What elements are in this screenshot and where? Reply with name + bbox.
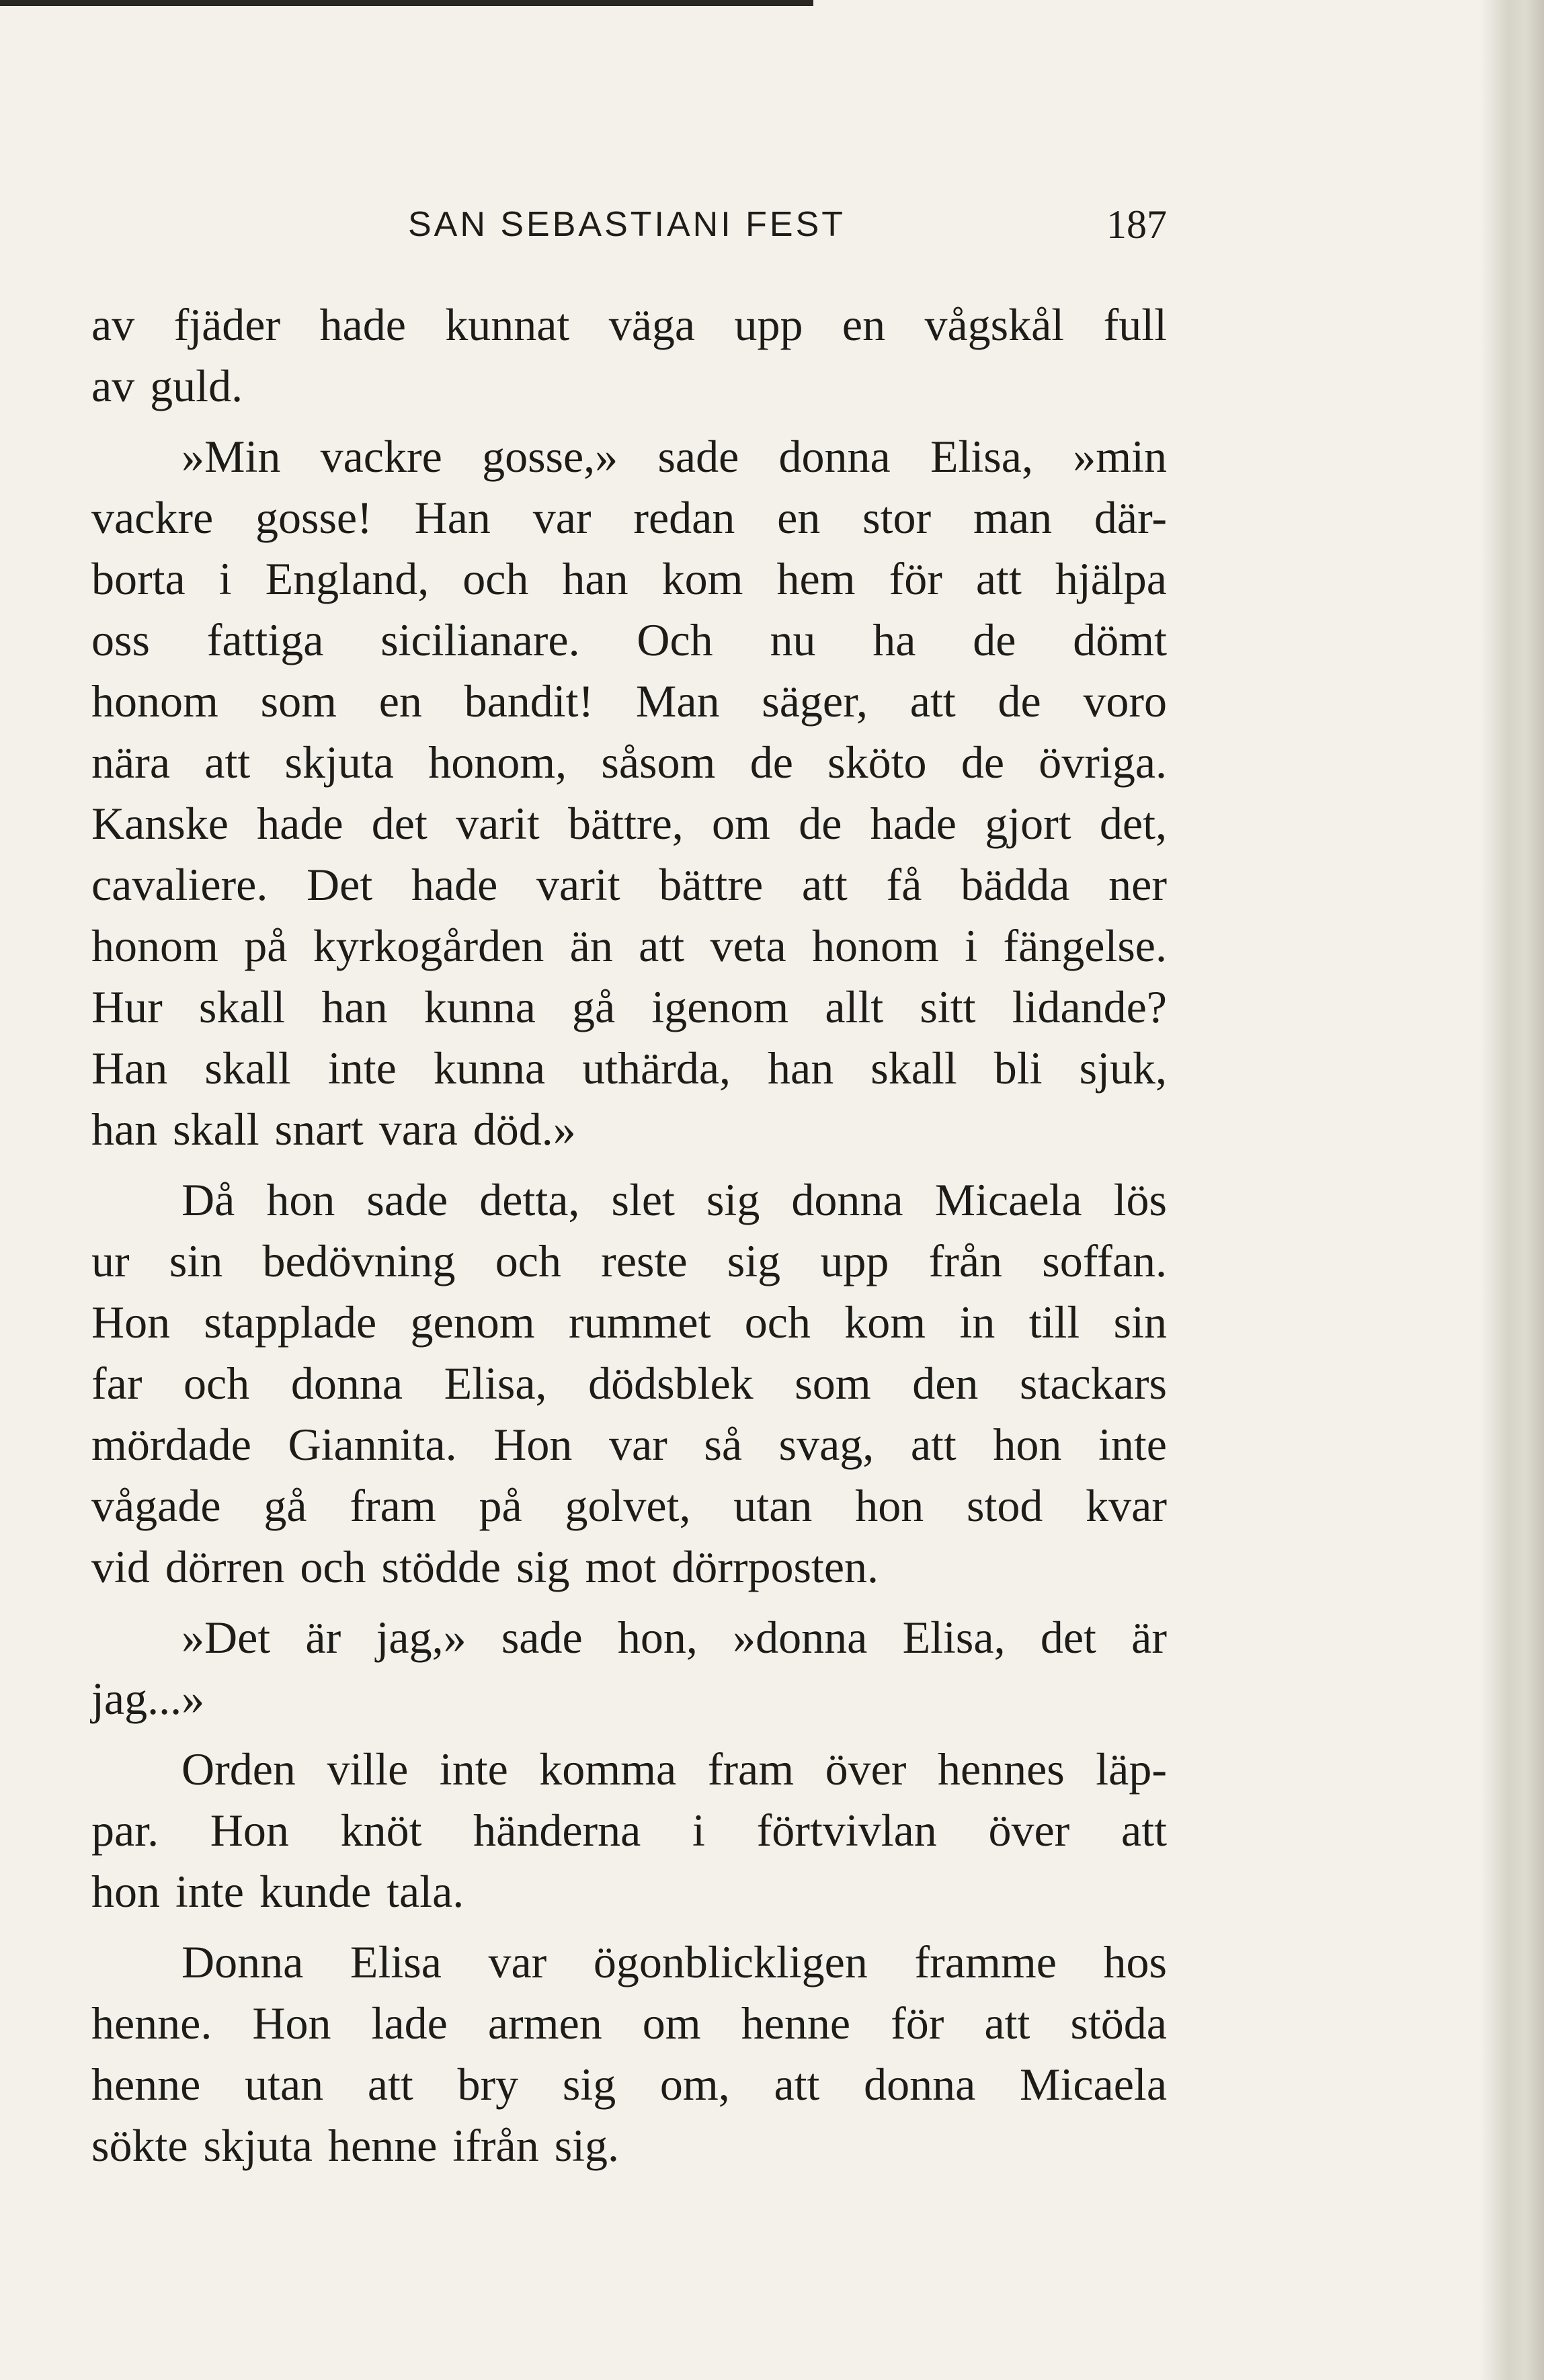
text-line: »Min vackre gosse,» sade donna Elisa, »min	[181, 431, 1167, 482]
page-edge-shadow	[1480, 0, 1544, 2380]
text-line: henne. Hon lade armen om henne för att stöda	[91, 1998, 1167, 2049]
text-line: jag...»	[91, 1673, 205, 1724]
paragraph	[91, 1170, 1167, 1598]
text-line: honom som en bandit! Man säger, att de voro	[91, 675, 1167, 727]
text-line: Hon stapplade genom rummet och kom in till sin	[91, 1297, 1167, 1348]
text-line: vackre gosse! Han var redan en stor man där-	[91, 492, 1167, 543]
text-line: Hur skall han kunna gå igenom allt sitt lidande?	[91, 981, 1167, 1032]
text-line: par. Hon knöt händerna i förtvivlan över att	[91, 1805, 1167, 1856]
paragraph	[91, 1739, 1167, 1922]
text-line: borta i England, och han kom hem för att hjälpa	[91, 553, 1167, 604]
text-line: ur sin bedövning och reste sig upp från soffan.	[91, 1235, 1167, 1286]
text-line: honom på kyrkogården än att veta honom i fängelse.	[91, 920, 1167, 971]
text-line: Då hon sade detta, slet sig donna Micaela lös	[181, 1174, 1167, 1225]
text-line: cavaliere. Det hade varit bättre att få bädda ner	[91, 859, 1167, 910]
text-line: av fjäder hade kunnat väga upp en vågskål full	[91, 299, 1167, 350]
text-line: Donna Elisa var ögonblickligen framme hos	[181, 1936, 1167, 1987]
running-header	[91, 202, 1167, 255]
text-line: av guld.	[91, 360, 243, 411]
paragraph	[91, 294, 1167, 417]
running-title: SAN SEBASTIANI FEST	[408, 205, 846, 244]
text-line: vid dörren och stödde sig mot dörrposten.	[91, 1541, 879, 1592]
text-line: oss fattiga sicilianare. Och nu ha de dömt	[91, 614, 1167, 665]
paragraph	[91, 1932, 1167, 2176]
text-line: Kanske hade det varit bättre, om de hade gjort det,	[91, 798, 1167, 849]
text-line: »Det är jag,» sade hon, »donna Elisa, det är	[181, 1612, 1167, 1663]
text-line: nära att skjuta honom, såsom de sköto de övriga.	[91, 737, 1167, 788]
text-line: hon inte kunde tala.	[91, 1866, 464, 1917]
text-line: mördade Giannita. Hon var så svag, att hon inte	[91, 1419, 1167, 1470]
text-line: han skall snart vara död.»	[91, 1104, 576, 1155]
body-text	[91, 294, 1167, 2176]
paragraph	[91, 1607, 1167, 1729]
page-number: 187	[1106, 202, 1167, 247]
text-line: Han skall inte kunna uthärda, han skall bli sjuk,	[91, 1042, 1167, 1094]
text-line: far och donna Elisa, dödsblek som den stackars	[91, 1358, 1167, 1409]
text-line: sökte skjuta henne ifrån sig.	[91, 2120, 620, 2171]
text-line: Orden ville inte komma fram över hennes läp-	[181, 1743, 1167, 1795]
top-edge-rule	[0, 0, 813, 6]
paragraph	[91, 426, 1167, 1160]
text-line: henne utan att bry sig om, att donna Micaela	[91, 2059, 1167, 2110]
text-line: vågade gå fram på golvet, utan hon stod kvar	[91, 1480, 1167, 1531]
